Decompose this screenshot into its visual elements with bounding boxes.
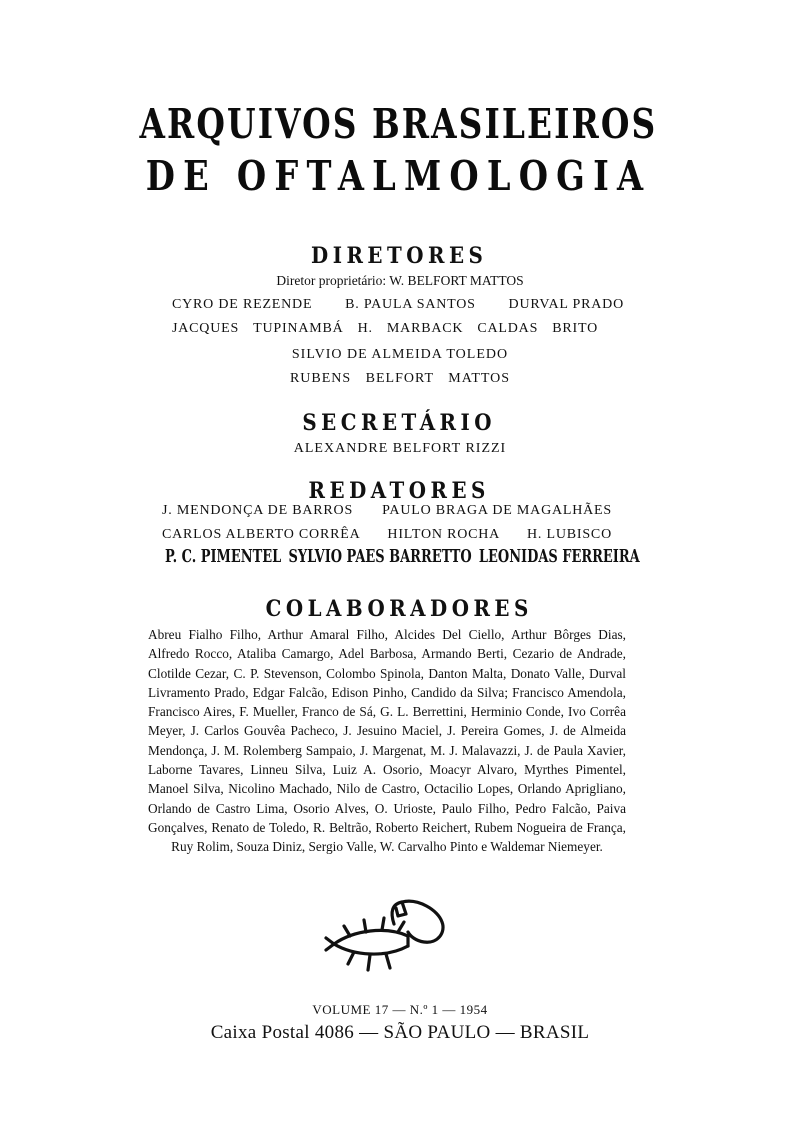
journal-title-line-2: DE OFTALMOLOGIA [145, 152, 652, 200]
diretor-name: DURVAL PRADO [508, 297, 624, 312]
redatores-row-2 [162, 527, 612, 543]
redatores-row-1 [162, 503, 612, 519]
redator-name: H. LUBISCO [526, 527, 612, 542]
diretores-heading: DIRETORES [311, 243, 488, 269]
diretores-row-2 [172, 321, 598, 337]
redator-name: LEONIDAS FERREIRA [478, 546, 640, 567]
diretor-name: B. PAULA SANTOS [345, 297, 476, 312]
redator-name: HILTON ROCHA [387, 527, 501, 542]
eye-fish-emblem-icon [320, 892, 460, 988]
diretor-name-part: MARBACK [386, 321, 464, 336]
journal-title-line-1: ARQUIVOS BRASILEIROS [139, 100, 658, 148]
proprietor-line: Diretor proprietário: W. BELFORT MATTOS [276, 273, 524, 288]
diretor-name-part: CALDAS [477, 321, 539, 336]
colaboradores-heading: COLABORADORES [265, 596, 533, 622]
colaboradores-list: Abreu Fialho Filho, Arthur Amaral Filho, Alcides Del Ciello, Arthur Bôrges Dias, Alfredo Rocco, Ataliba Camargo, Adel Barbosa, Armando Berti, Cezario de Andrade, Clotilde Cezar, C. P. Stevenson, Colombo Spinola, Danton Malta, Donato Valle, Durval Livramento Prado, Edgar Falcão, Edison Pinho, Candido da Silva; Francisco Amendola, Francisco Aires, F. Mueller, Franco de Sá, G. L. Berrettini, Herminio Conde, Ivo Corrêa Meyer, J. Carlos Gouvêa Pacheco, J. Jesuino Maciel, J. Pereira Gomes, J. de Almeida Mendonça, J. M. Rolemberg Sampaio, J. Margenat, M. J. Malavazzi, J. de Paula Xavier, Laborne Tavares, Linneu Silva, Luiz A. Osorio, Moacyr Alvaro, Myrthes Pimentel, Manoel Silva, Nicolino Machado, Nilo de Castro, Octacilio Lopes, Orlando Aprigliano, Orlando de Castro Lima, Osorio Alves, O. Urioste, Paulo Filho, Pedro Falcão, Paiva Gonçalves, Renato de Toledo, R. Beltrão, Roberto Reichert, Rubem Nogueira de França, Ruy Rolim, Souza Diniz, Sergio Valle, W. Carvalho Pinto e Waldemar Niemeyer. [148, 627, 626, 855]
diretor-name-part: H. [357, 321, 373, 336]
diretor-name: CYRO DE REZENDE [172, 297, 313, 312]
redator-name: PAULO BRAGA DE MAGALHÃES [382, 503, 612, 518]
redatores-heading: REDATORES [308, 478, 490, 504]
redator-name: P. C. PIMENTEL [165, 546, 282, 567]
redator-name: CARLOS ALBERTO CORRÊA [162, 527, 361, 542]
diretores-row-1 [172, 297, 624, 313]
diretor-name-part: TUPINAMBÁ [253, 321, 344, 336]
diretor-name-part: JACQUES [172, 321, 240, 336]
volume-info: VOLUME 17 — N.º 1 — 1954 [312, 1002, 488, 1017]
redator-name: J. MENDONÇA DE BARROS [162, 503, 354, 518]
diretor-line-3: SILVIO DE ALMEIDA TOLEDO [291, 347, 509, 362]
redatores-row-3 [165, 546, 640, 567]
publisher-address: Caixa Postal 4086 — SÃO PAULO — BRASIL [210, 1022, 590, 1043]
redator-name: SYLVIO PAES BARRETTO [288, 546, 472, 567]
diretor-name-part: BRITO [552, 321, 598, 336]
diretor-line-4: RUBENS BELFORT MATTOS [289, 371, 511, 386]
secretario-name: ALEXANDRE BELFORT RIZZI [293, 441, 507, 456]
secretario-heading: SECRETÁRIO [302, 410, 497, 436]
